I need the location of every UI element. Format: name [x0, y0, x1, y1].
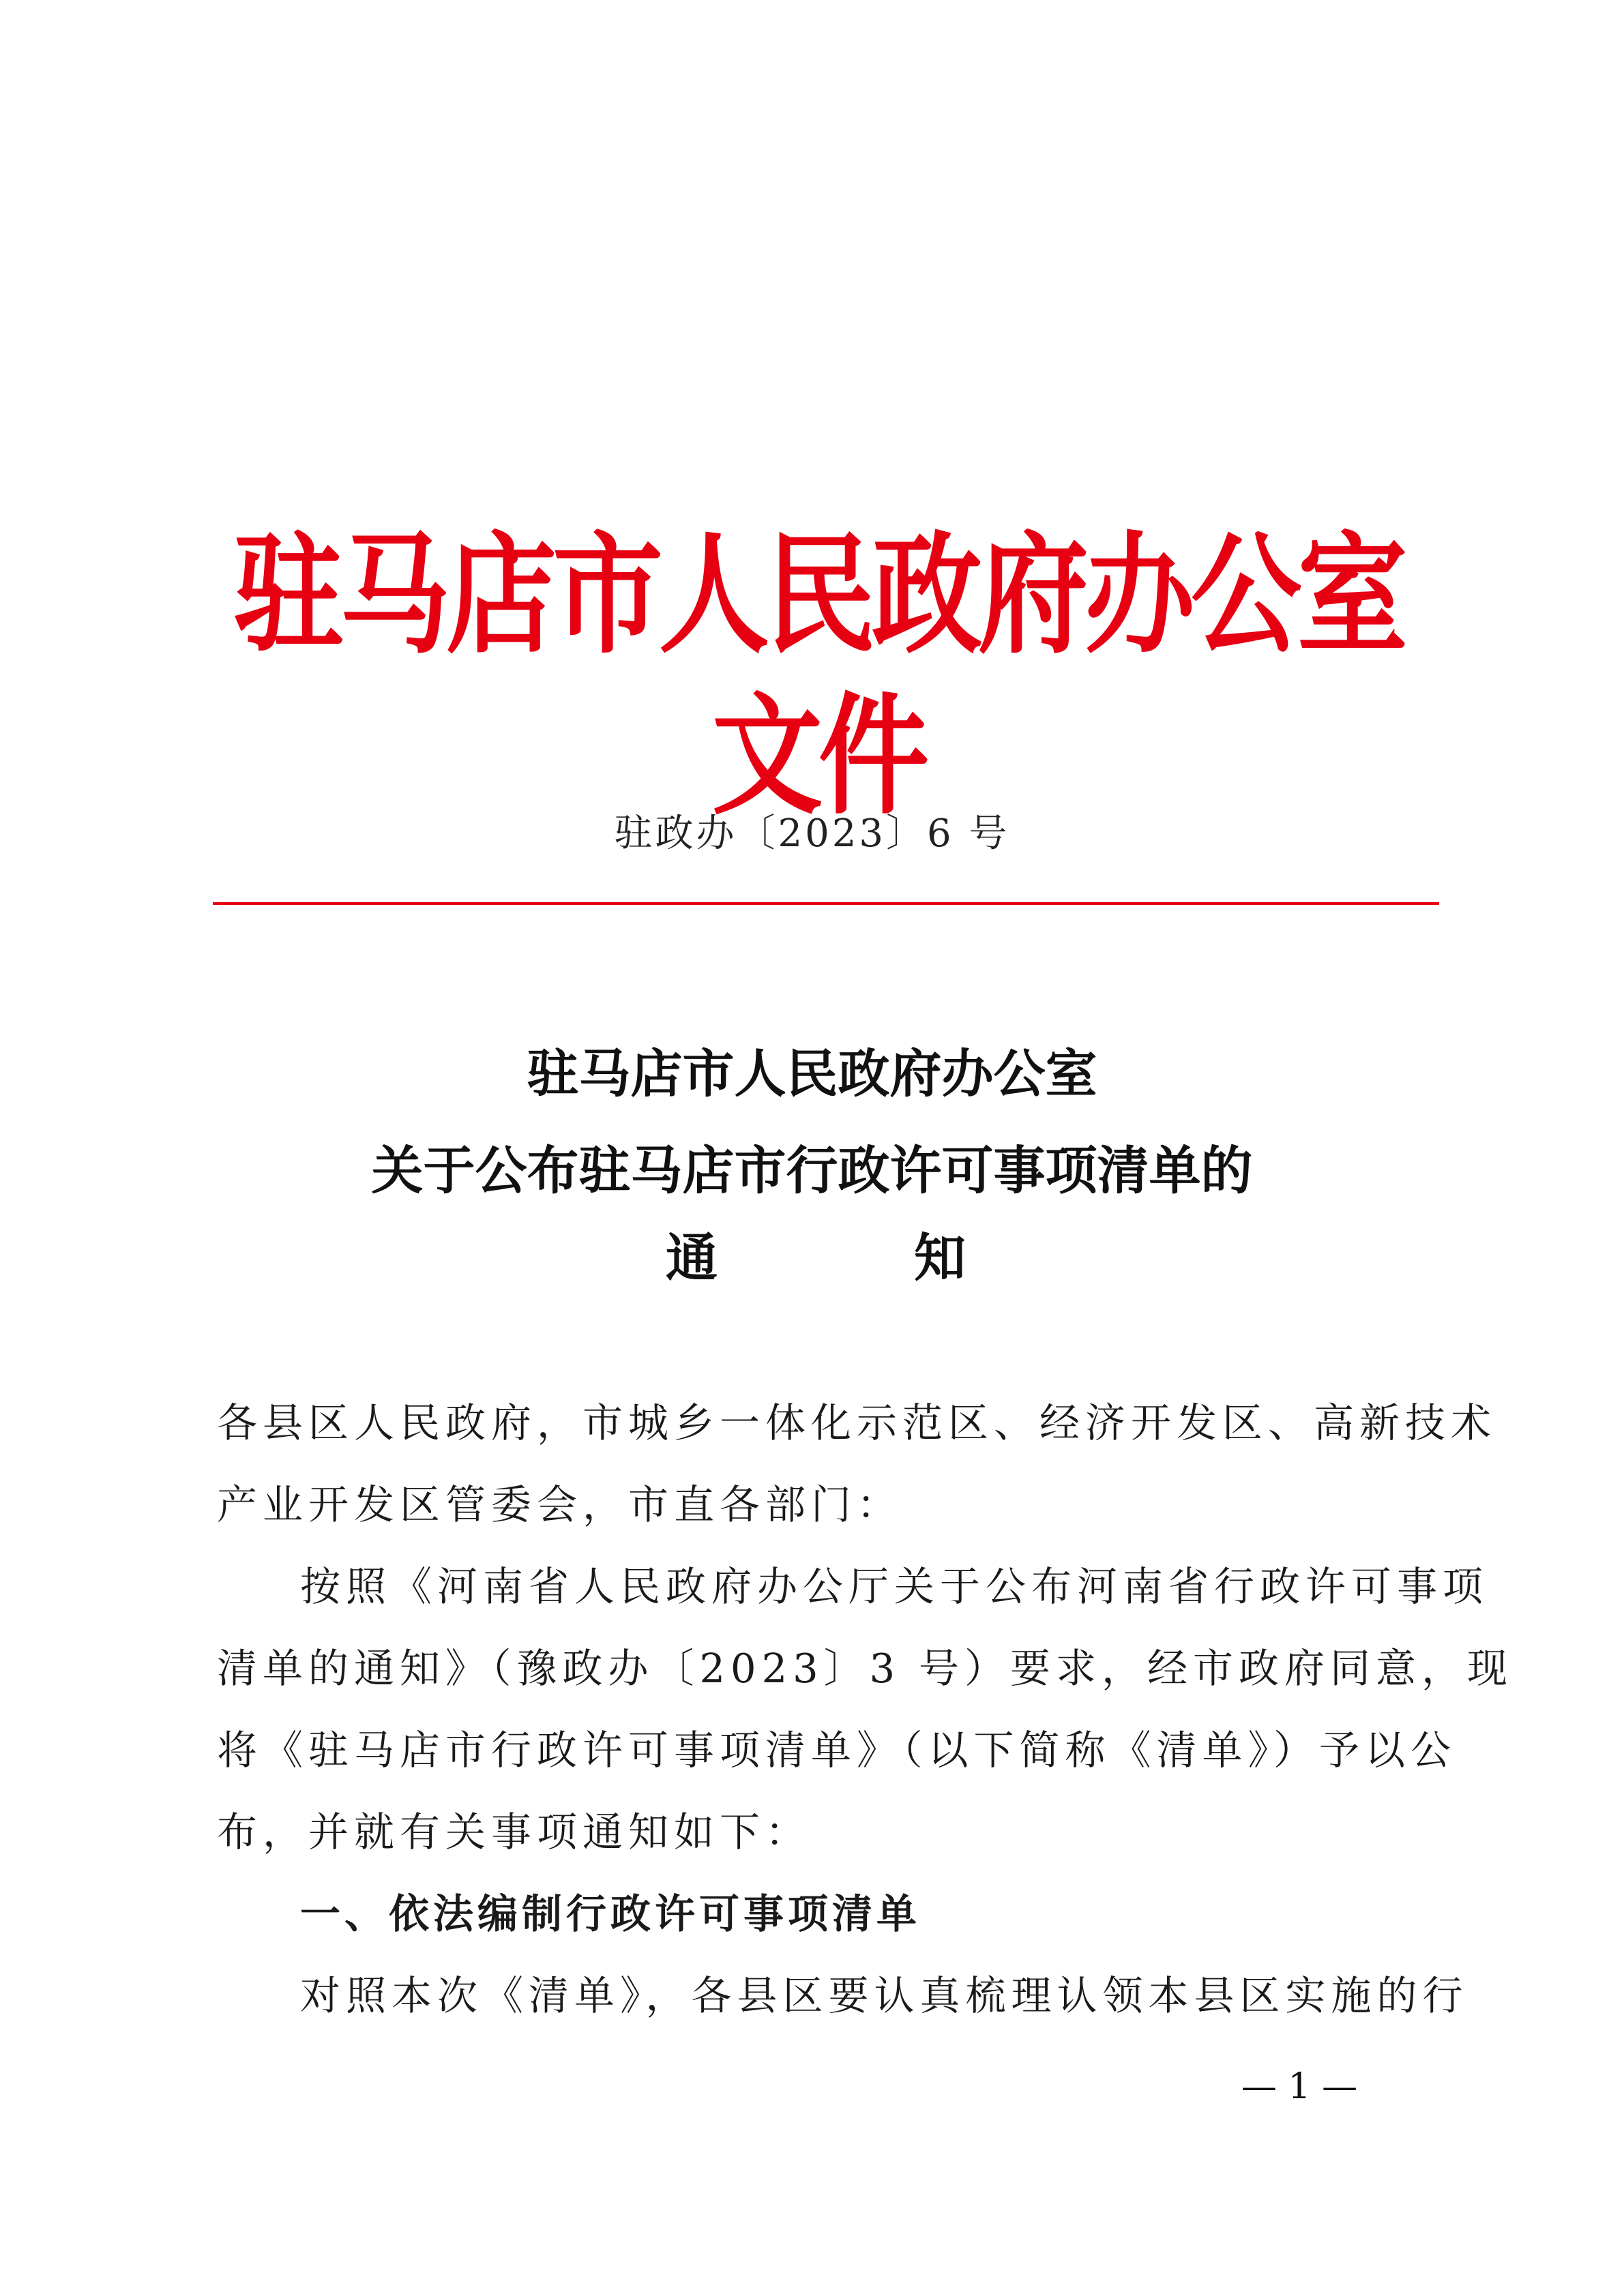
title-char-zhi: 知	[914, 1227, 966, 1288]
red-separator-line	[213, 902, 1439, 905]
paragraph-1-line-4: 布，并就有关事项通知如下：	[217, 1808, 812, 1855]
paragraph-1-line-3: 将《驻马店市行政许可事项清单》（以下简称《清单》）予以公	[217, 1727, 1457, 1774]
addressee-line-2: 产业开发区管委会，市直各部门：	[217, 1481, 903, 1528]
paragraph-2-line-1: 对照本次《清单》，各县区要认真梳理认领本县区实施的行	[300, 1972, 1468, 2019]
addressee-line-1: 各县区人民政府，市城乡一体化示范区、经济开发区、高新技术	[217, 1399, 1497, 1446]
document-number: 驻政办〔2023〕6 号	[614, 811, 1010, 856]
document-title-line-1: 驻马店市人民政府办公室	[527, 1043, 1097, 1104]
document-title-line-2: 关于公布驻马店市行政许可事项清单的	[371, 1140, 1253, 1201]
title-char-tong: 通	[666, 1227, 718, 1288]
paragraph-1-line-1: 按照《河南省人民政府办公厅关于公布河南省行政许可事项	[300, 1563, 1489, 1610]
document-masthead: 驻马店市人民政府办公室文件	[233, 518, 1404, 833]
page-number: — 1 —	[1241, 2066, 1358, 2107]
paragraph-1-line-2: 清单的通知》（豫政办〔2023〕3 号）要求，经市政府同意，现	[217, 1645, 1513, 1692]
section-1-heading: 一、依法编制行政许可事项清单	[300, 1890, 921, 1937]
